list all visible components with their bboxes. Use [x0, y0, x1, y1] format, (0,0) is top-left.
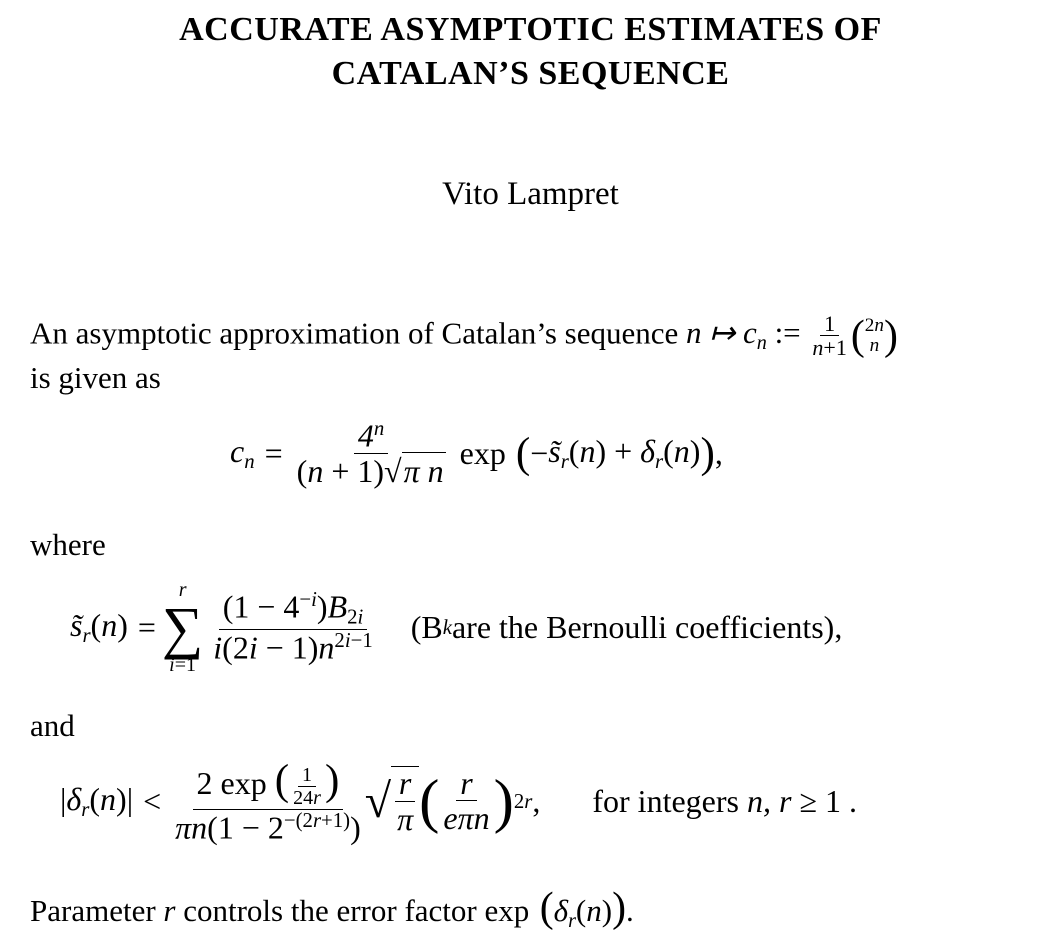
intro-text: An asymptotic approximation of Catalan’s sequence [30, 315, 679, 351]
intro-paragraph-line-2: is given as [30, 360, 161, 395]
conclusion-text-1: Parameter [30, 893, 156, 928]
title-line-1: ACCURATE ASYMPTOTIC ESTIMATES OF [179, 11, 882, 48]
conclusion-text-2: controls the error factor exp [183, 893, 530, 928]
and-text: and [30, 708, 75, 743]
for-integers-text: for integers [592, 783, 739, 820]
bernoulli-note: are the Bernoulli coefficients), [451, 609, 843, 646]
conclusion-line: Parameter r controls the error factor $\exp (\delta_r(n))$. [30, 885, 634, 933]
intro-paragraph-line-1 [30, 312, 898, 360]
author-name: Vito Lampret [442, 176, 619, 212]
where-text: where [30, 527, 106, 562]
catalan-definition: n ↦ $c_n$ := $\frac{1}{n+1}$ ( 2n n ) [686, 311, 898, 361]
error-bound: $|\delta_r(n)|$ < 2 exp ( $\frac{1}{24r}$ ) $\pi n(1 - 2^{-(2r+1)})$ √ $\frac{r}{\pi}$ ( $\frac{r}{\text{eπn}}$ ) 2r , for integers n, r ≥ 1 . [60, 757, 857, 846]
bernoulli-note-open: (B [410, 609, 443, 646]
s-tilde-definition: $s̃_r(n)$ = r ∑ i=1 $\frac{(1 - 4^{-i})B_{2i}}{i(2i - 1)n^{2i-1}}$ (B k are the Bernoulli coefficients), [70, 579, 843, 677]
paper-title [0, 8, 1061, 96]
title-line-2: CATALAN’S SEQUENCE [331, 55, 730, 92]
asymptotic-formula: $c_n$ = $\frac{4^n}{\text{(n + 1)√π n}}$ exp ( − $s̃_r(n) + \delta_r(n)$ ) , [230, 417, 723, 490]
